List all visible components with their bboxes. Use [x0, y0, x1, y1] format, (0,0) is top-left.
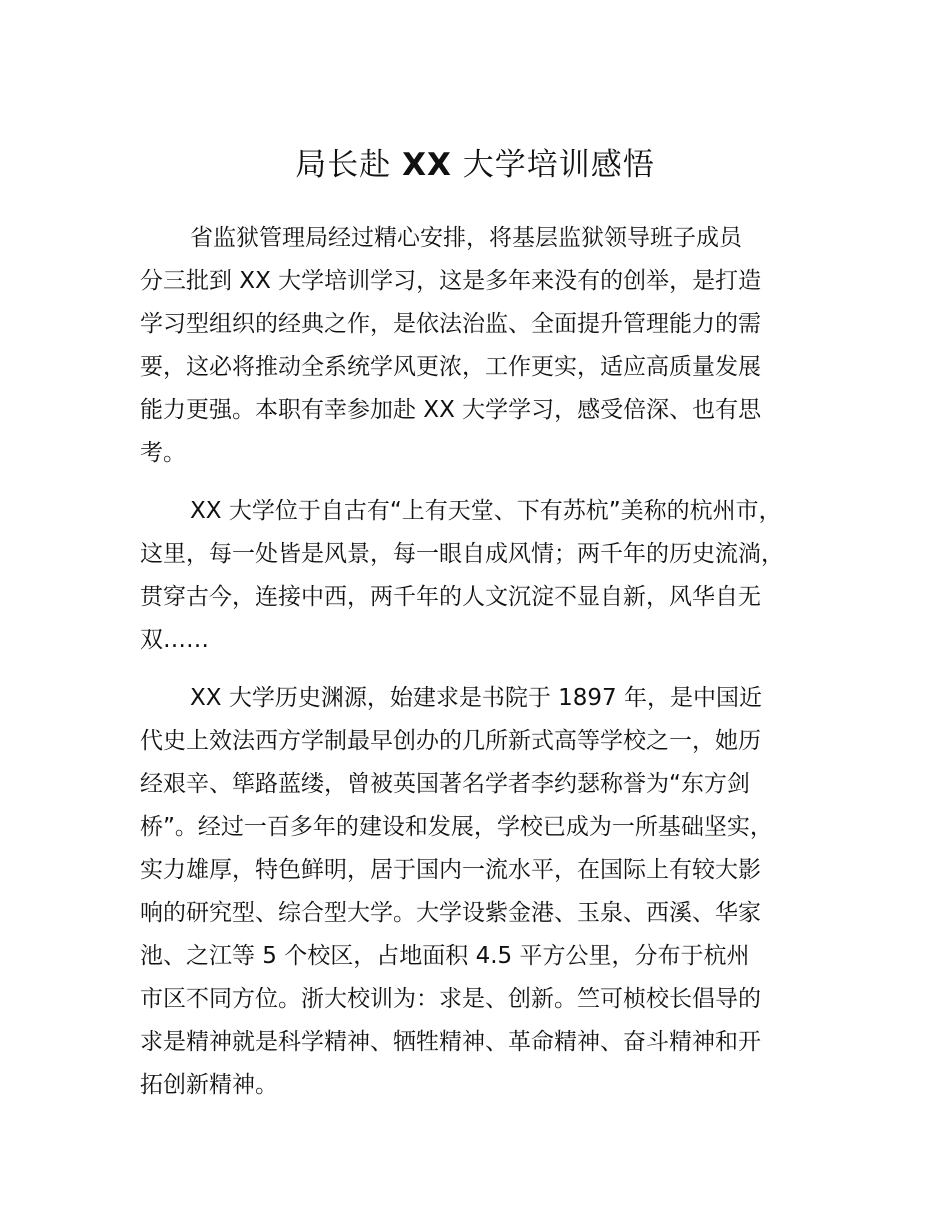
- paragraph-line: 考。: [140, 440, 186, 466]
- paragraph-line: 市区不同方位。浙大校训为：求是、创新。竺可桢校长倡导的: [140, 986, 761, 1012]
- paragraph-line: 池、之江等 5 个校区，占地面积 4.5 平方公里，分布于杭州: [140, 943, 750, 969]
- paragraph-line: XX 大学位于自古有“上有天堂、下有苏杭”美称的杭州市，: [190, 498, 782, 524]
- title-suffix: 大学培训感悟: [462, 147, 655, 183]
- paragraph-line: 双……: [140, 627, 209, 653]
- paragraph-line: 这里，每一处皆是风景，每一眼自成风情；两千年的历史流淌，: [140, 541, 784, 567]
- paragraph-line: 贯穿古今，连接中西，两千年的人文沉淀不显自新，风华自无: [140, 584, 761, 610]
- document-title: [0, 143, 950, 187]
- title-bold-xx: XX: [402, 147, 452, 183]
- paragraph-line: 求是精神就是科学精神、牺牲精神、革命精神、奋斗精神和开: [140, 1029, 761, 1055]
- paragraph-line: 桥”。经过一百多年的建设和发展，学校已成为一所基础坚实，: [140, 814, 773, 840]
- paragraph-line: 要，这必将推动全系统学风更浓，工作更实，适应高质量发展: [140, 354, 761, 380]
- paragraph-line: 学习型组织的经典之作，是依法治监、全面提升管理能力的需: [140, 311, 761, 337]
- paragraph-line: 能力更强。本职有幸参加赴 XX 大学学习，感受倍深、也有思: [140, 397, 762, 423]
- paragraph-1: [140, 217, 830, 475]
- paragraph-line: 拓创新精神。: [140, 1072, 278, 1098]
- paragraph-3: [140, 677, 830, 1107]
- paragraph-line: XX 大学历史渊源，始建求是书院于 1897 年，是中国近: [190, 685, 762, 711]
- paragraph-line: 响的研究型、综合型大学。大学设紫金港、玉泉、西溪、华家: [140, 900, 761, 926]
- paragraph-line: 代史上效法西方学制最早创办的几所新式高等学校之一，她历: [140, 728, 761, 754]
- paragraph-line: 实力雄厚，特色鲜明，居于国内一流水平，在国际上有较大影: [140, 857, 761, 883]
- paragraph-2: [140, 490, 830, 662]
- title-prefix: 局长赴: [295, 147, 392, 183]
- paragraph-line: 分三批到 XX 大学培训学习，这是多年来没有的创举，是打造: [140, 268, 762, 294]
- paragraph-line: 省监狱管理局经过精心安排，将基层监狱领导班子成员: [190, 225, 742, 251]
- document-body: [140, 217, 830, 1122]
- paragraph-line: 经艰辛、筚路蓝缕，曾被英国著名学者李约瑟称誉为“东方剑: [140, 771, 750, 797]
